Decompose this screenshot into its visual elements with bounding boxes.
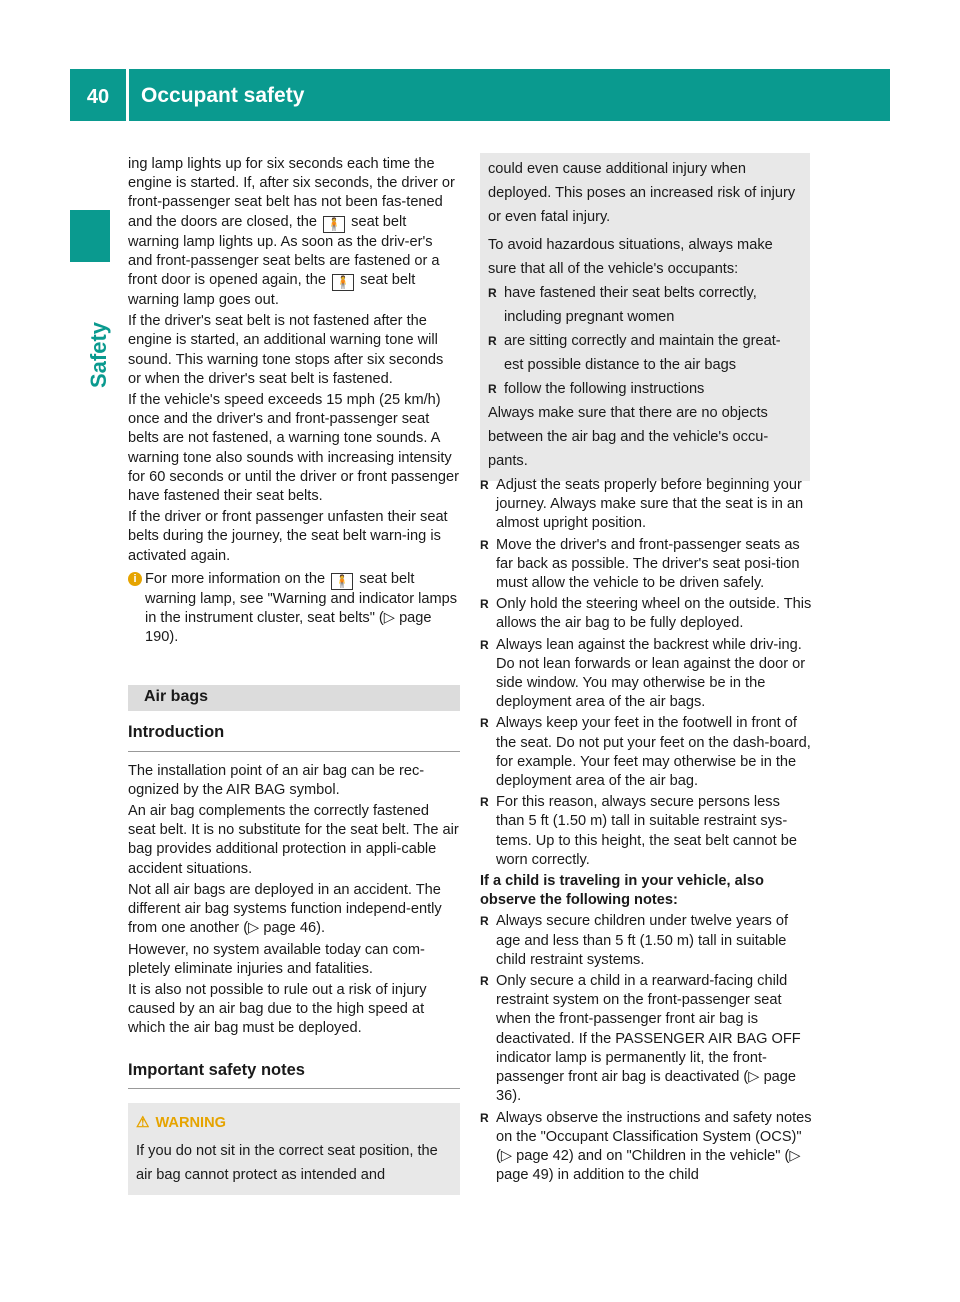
subheading-introduction: Introduction	[128, 723, 460, 751]
list-item: R Always secure children under twelve years of age and less than 5 ft (1.50 m) tall in suitable child restraint systems.	[480, 912, 812, 970]
page-number: 40	[86, 86, 110, 108]
child-notes-heading: If a child is traveling in your vehicle, also observe the following notes:	[480, 873, 764, 909]
left-column	[128, 155, 460, 1195]
info-icon: i	[128, 572, 142, 586]
side-section-label: Safety	[86, 321, 111, 388]
paragraph: It is also not possible to rule out a risk of injury caused by an air bag due to the high speed at which the air bag must be deployed.	[128, 981, 427, 1037]
warning-title: ⚠ WARNING	[136, 1113, 226, 1131]
seat-belt-warning-icon: 🧍	[332, 274, 354, 291]
right-column-list	[480, 476, 812, 1187]
paragraph: Always make sure that there are no objects between the air bag and the vehicle's occu-pants.	[488, 405, 769, 469]
section-heading-air-bags: Air bags	[128, 685, 460, 711]
page-title: Occupant safety	[141, 84, 305, 107]
list-item: R For this reason, always secure persons less than 5 ft (1.50 m) tall in suitable restraint sys-tems. Up to this height, the seat belt cannot be worn correctly.	[480, 793, 812, 870]
paragraph: If the vehicle's speed exceeds 15 mph (25 km/h) once and the driver's and front-passenger seat belts are not fastened, a warning tone sounds. A warning tone also sounds with increasing intensity for 60 seconds or until the driver or front passenger have fastened their seat belts.	[128, 392, 459, 505]
list-item: R Only secure a child in a rearward-facing child restraint system on the front-passenger seat when the front-passenger front air bag is deactivated. If the PASSENGER AIR BAG OFF indicator lamp is permanently lit, the front-passenger front air bag is deactivated (▷ page 36).	[480, 972, 812, 1106]
list-item: R follow the following instructions	[488, 377, 800, 401]
info-note: i For more information on the 🧍 seat belt warning lamp, see "Warning and indicator lamps in the instrument cluster, seat belts" (▷ page 190).	[128, 570, 460, 648]
section-tab-marker	[70, 210, 110, 262]
warning-box-continued	[480, 153, 810, 481]
warning-triangle-icon: ⚠	[136, 1113, 150, 1131]
paragraph: Not all air bags are deployed in an accident. The different air bag systems function independ-ently from one another (▷ page 46).	[128, 881, 442, 937]
seat-belt-warning-icon: 🧍	[323, 216, 345, 233]
paragraph: The installation point of an air bag can be rec-ognized by the AIR BAG symbol.	[128, 762, 425, 798]
list-item: R Always observe the instructions and safety notes on the "Occupant Classification System (OCS)" (▷ page 42) and on "Children in the vehicle" (▷ page 49) in addition to the child	[480, 1109, 812, 1186]
paragraph: could even cause additional injury when deployed. This poses an increased risk of injury or even fatal injury.	[488, 161, 796, 225]
paragraph: If the driver or front passenger unfasten their seat belts during the journey, the seat belt warn-ing is activated again.	[128, 509, 448, 564]
list-item: R have fastened their seat belts correctly, including pregnant women	[488, 281, 800, 329]
list-item: R Move the driver's and front-passenger seats as far back as possible. The driver's seat posi-tion must allow the vehicle to be driven safely.	[480, 536, 812, 594]
header-divider	[126, 69, 129, 121]
seat-belt-warning-icon: 🧍	[331, 573, 353, 590]
list-item: R Only hold the steering wheel on the outside. This allows the air bag to be fully deployed.	[480, 595, 812, 633]
list-item: R Always keep your feet in the footwell in front of the seat. Do not put your feet on the dash-board, for example. Your feet may otherwise be in the deployment area of the air bag.	[480, 714, 812, 791]
list-item: R Adjust the seats properly before beginning your journey. Always make sure that the seat is in an almost upright position.	[480, 476, 812, 534]
paragraph: To avoid hazardous situations, always make sure that all of the vehicle's occupants:	[488, 237, 773, 277]
paragraph: If the driver's seat belt is not fastened after the engine is started, an additional warning tone will sound. This warning tone stops after six seconds or when the driver's seat belt is fastened.	[128, 313, 444, 387]
warning-box	[128, 1103, 460, 1195]
warning-body: If you do not sit in the correct seat position, the air bag cannot protect as intended and	[136, 1142, 438, 1183]
list-item: R are sitting correctly and maintain the great-est possible distance to the air bags	[488, 329, 800, 377]
paragraph: ing lamp lights up for six seconds each time the engine is started. If, after six seconds, the driver or front-passenger seat belt has not been fas-tened and the doors are closed, the 🧍 seat belt warning lamp lights up. As soon as the driv-er's and front-passenger seat belts are fastened or a front door is opened again, the 🧍 seat belt warning lamp goes out.	[128, 156, 455, 309]
list-item: R Always lean against the backrest while driv-ing. Do not lean forwards or lean against the door or side window. You may otherwise be in the deployment area of the air bags.	[480, 636, 812, 713]
paragraph: An air bag complements the correctly fastened seat belt. It is no substitute for the seat belt. The air bag provides additional protection in appli-cable accident situations.	[128, 803, 459, 877]
paragraph: However, no system available today can com-pletely eliminate injuries and fatalities.	[128, 941, 425, 977]
subheading-important-safety-notes: Important safety notes	[128, 1061, 460, 1089]
